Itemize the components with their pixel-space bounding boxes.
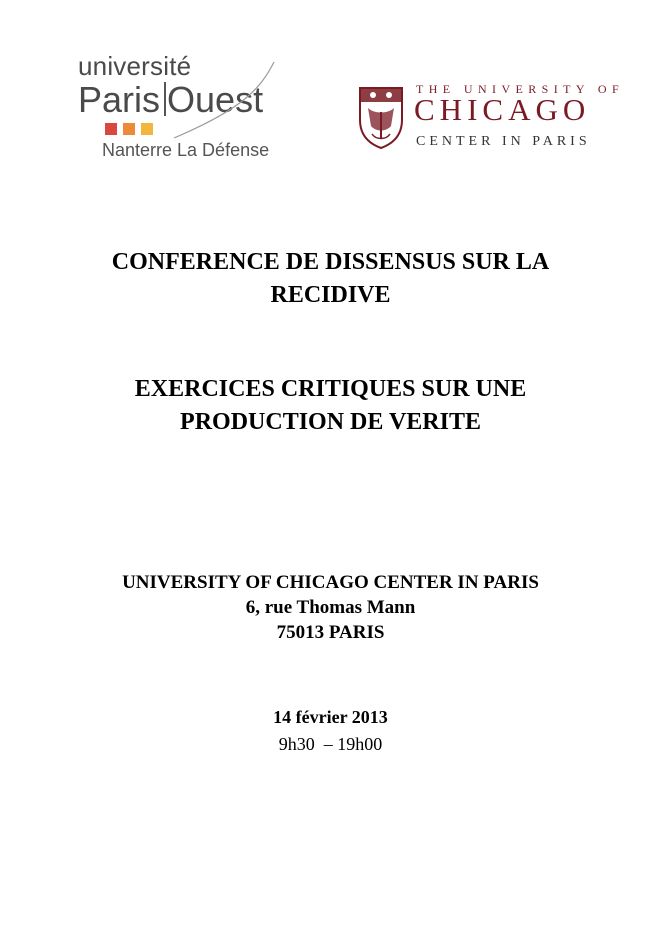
logo-square-yellow [141, 123, 153, 135]
paris-ouest-logo-line3: Nanterre La Défense [102, 140, 270, 160]
title-dissensus-line2: RECIDIVE [270, 282, 391, 308]
event-time: 9h30 – 19h00 [278, 734, 383, 754]
paris-ouest-logo-squares [105, 122, 159, 134]
venue-name: UNIVERSITY OF CHICAGO CENTER IN PARIS [122, 572, 539, 593]
logo-square-orange [123, 123, 135, 135]
event-date: 14 février 2013 [273, 707, 388, 727]
venue-street: 6, rue Thomas Mann [245, 597, 416, 618]
chicago-logo-line3: CENTER IN PARIS [416, 134, 591, 149]
paris-ouest-logo-line1: université [78, 51, 192, 81]
title-exercices-line2: PRODUCTION DE VERITE [180, 409, 481, 435]
title-exercices-line1: EXERCICES CRITIQUES SUR UNE [134, 376, 527, 402]
title-dissensus-line1: CONFERENCE DE DISSENSUS SUR LA [111, 249, 550, 275]
chicago-crest-icon [358, 86, 404, 150]
paris-ouest-logo-separator [164, 82, 166, 116]
chicago-logo-line1: THE UNIVERSITY OF [416, 82, 625, 96]
paris-ouest-logo-swoosh [170, 60, 280, 140]
paris-ouest-logo-paris: Paris [78, 79, 161, 120]
paris-ouest-logo [78, 52, 308, 162]
venue-city: 75013 PARIS [276, 622, 385, 643]
paris-ouest-logo-ouest: Ouest [167, 79, 264, 120]
chicago-logo-line2: CHICAGO [414, 92, 591, 127]
logo-square-red [105, 123, 117, 135]
chicago-center-logo [358, 82, 625, 162]
